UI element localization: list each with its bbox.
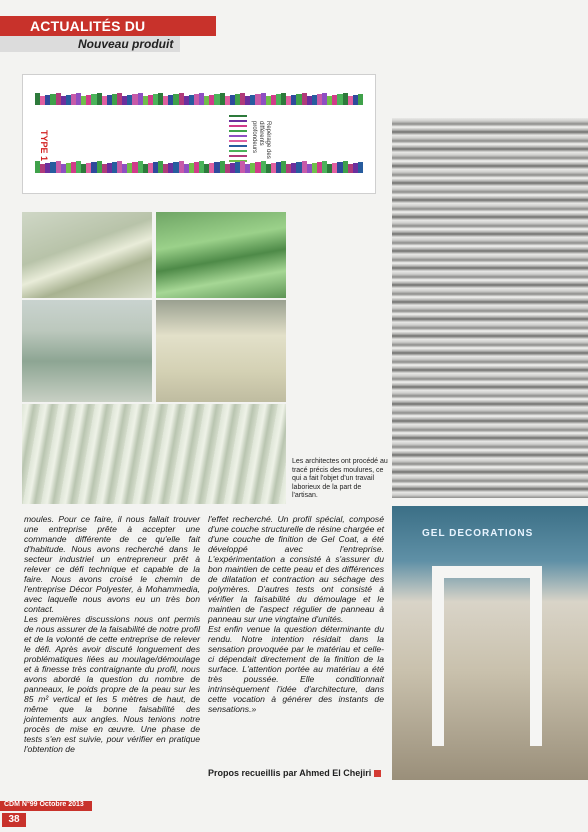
photo-moulding-process (156, 300, 286, 402)
photo-facade-texture (392, 118, 588, 498)
footer-issue-bar (0, 801, 92, 811)
legend-swatch (229, 155, 247, 157)
legend-swatch (229, 135, 247, 137)
legend-swatch (229, 150, 247, 152)
page-number: 38 (2, 813, 26, 827)
profile-bars-bottom (35, 161, 363, 173)
photo-caption: Les architectes ont procédé au tracé précis des moulures, ce qui a fait l'objet d'un travail laborieux de la part de l'artisan. (292, 458, 388, 499)
credit-text: Propos recueillis par Ahmed El Chejiri (208, 768, 372, 778)
section-subtitle: Nouveau produit (78, 37, 174, 51)
paragraph: moules. Pour ce faire, il nous fallait trouver une entreprise prête à accepter une commande différente de ce qu'elle fait d'habitude. Nous avons recherché dans le secteur industriel un entrepreneur prêt à relever ce défi technique et capable de la faire. Nous avons croisé le chemin de l'entreprise Décor Polyester, à Mohammedia, avec laquelle nous avons eu un très bon contact. (24, 514, 200, 614)
article-column-right (208, 514, 384, 714)
profile-bars-top (35, 93, 363, 105)
diagram-type-label: TYPE 1 (39, 130, 49, 162)
legend-swatch (229, 125, 247, 127)
article-column-left (24, 514, 200, 754)
photo-green-mould (156, 212, 286, 298)
photo-finished-panels (22, 404, 286, 504)
profile-bar (358, 94, 363, 105)
storefront-arch (432, 566, 542, 746)
legend-swatch (229, 120, 247, 122)
legend-swatch (229, 145, 247, 147)
profile-diagram (22, 74, 376, 194)
profile-bar (358, 162, 363, 173)
paragraph: Est enfin venue la question déterminante du rendu. Notre intention résidait dans la sensation provoquée par le matériau et celle-ci dépendait directement de la finition de la surface. L'attention portée au matériau a été très poussée. Elle conditionnait intrinsèquement l'idée d'architecture, dans cette vocation à générer des instants de sensations.» (208, 624, 384, 714)
subsection-header (0, 36, 180, 52)
paragraph: Les premières discussions nous ont permis de nous assurer de la faisabilité de notre profil et de la volonté de cette entreprise de relever le défi. Après avoir discuté longuement des problématiques liées au moulage/démoulage et à finesse très contraignante du profil, nous avons abordé la question du nombre de panneaux, le poids propre de la peau sur les 85 m² vertical et les 5 mètres de haut, de même que la bonne faisabilité des jointements aux angles. Nous tenions notre procès de mise en œuvre. Une phase de tests s'en est suivie, pour vérifier en pratique l'obtention de (24, 614, 200, 754)
photo-mould-panels (22, 212, 152, 298)
end-mark-icon (374, 770, 381, 777)
paragraph: l'effet recherché. Un profil spécial, composé d'une couche structurelle de résine chargée et d'une couche de finition de Gel Coat, a été développé avec l'entreprise. L'expérimentation a consisté à s'assurer du bon maintien de cette peau et des différences de dilatation et contraction au séchage des polymères. D'autres tests ont consisté à vérifier la faisabilité du démoulage et le maintien de l'aspect régulier de panneau à panneau sur une vingtaine d'unités. (208, 514, 385, 624)
legend-swatch (229, 115, 247, 117)
legend-swatch (229, 140, 247, 142)
section-title: ACTUALITÉS DU (30, 18, 146, 34)
photo-storefront (392, 506, 588, 780)
photo-workers (22, 300, 152, 402)
storefront-sign: GEL DECORATIONS (422, 528, 534, 539)
legend-swatch (229, 130, 247, 132)
issue-label: CDM N°99 Octobre 2013 (4, 801, 84, 808)
article-credit (208, 768, 381, 778)
section-header (0, 16, 216, 36)
legend-title: Repérage des différents profondeurs (251, 121, 271, 159)
